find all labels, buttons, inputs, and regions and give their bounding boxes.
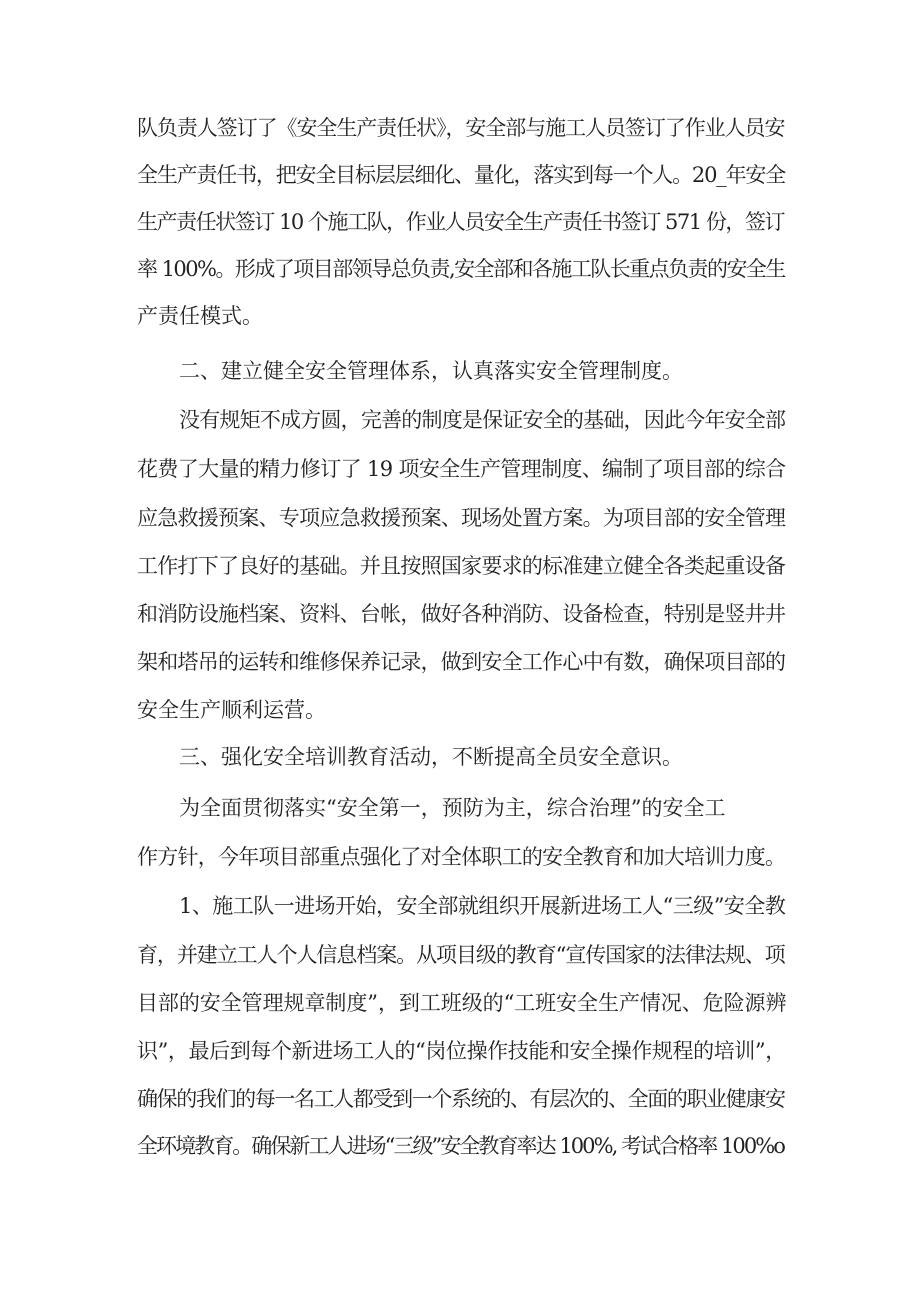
text-line: 作方针，今年项目部重点强化了对全体职工的安全教育和加大培训力度。 (137, 845, 786, 869)
text-line: 1、施工队一进场开始，安全部就组织开展新进场工人“三级”安全教 (179, 894, 786, 918)
section-heading: 三、强化安全培训教育活动，不断提高全员安全意识。 (179, 745, 683, 769)
text-line: 育，并建立工人个人信息档案。从项目级的教育“宣传国家的法律法规、项 (137, 943, 785, 967)
text-line: 应急救援预案、专项应急救援预案、现场处置方案。为项目部的安全管理 (137, 506, 786, 530)
text-line: 架和塔吊的运转和维修保养记录，做到安全工作心中有数，确保项目部的 (137, 650, 786, 674)
section-heading: 二、建立健全安全管理体系，认真落实安全管理制度。 (179, 359, 683, 383)
text-line: 全环境教育。确保新工人进场“三级”安全教育率达 100%, 考试合格率 100%o (137, 1134, 784, 1158)
text-line: 和消防设施档案、资料、台帐，做好各种消防、设备检查，特别是竖井井 (137, 602, 786, 626)
text-line: 工作打下了良好的基础。并且按照国家要求的标准建立健全各类起重设备 (137, 554, 786, 578)
text-line: 目部的安全管理规章制度”，到工班级的“工班安全生产情况、危险源辨 (137, 991, 787, 1015)
text-line: 全生产责任书，把安全目标层层细化、量化，落实到每一个人。20_年安全 (137, 163, 786, 187)
text-line: 花费了大量的精力修订了 19 项安全生产管理制度、编制了项目部的综合 (137, 457, 786, 481)
text-line: 安全生产顺利运营。 (137, 698, 326, 722)
text-line: 确保的我们的每一名工人都受到一个系统的、有层次的、全面的职业健康安 (137, 1087, 785, 1111)
text-line: 率 100%。形成了项目部领导总负责,安全部和各施工队长重点负责的安全生 (137, 257, 785, 281)
text-line: 产责任模式。 (137, 304, 263, 328)
text-line: 为全面贯彻落实“安全第一，预防为主，综合治理”的安全工 (179, 796, 726, 820)
text-line: 生产责任状签订 10 个施工队，作业人员安全生产责任书签订 571 份，签订 (137, 210, 785, 234)
text-line: 识”，最后到每个新进场工人的“岗位操作技能和安全操作规程的培训”， (137, 1039, 786, 1063)
text-line: 没有规矩不成方圆，完善的制度是保证安全的基础，因此今年安全部 (179, 408, 786, 432)
text-line: 队负责人签订了《安全生产责任状》，安全部与施工人员签订了作业人员安 (137, 116, 785, 140)
